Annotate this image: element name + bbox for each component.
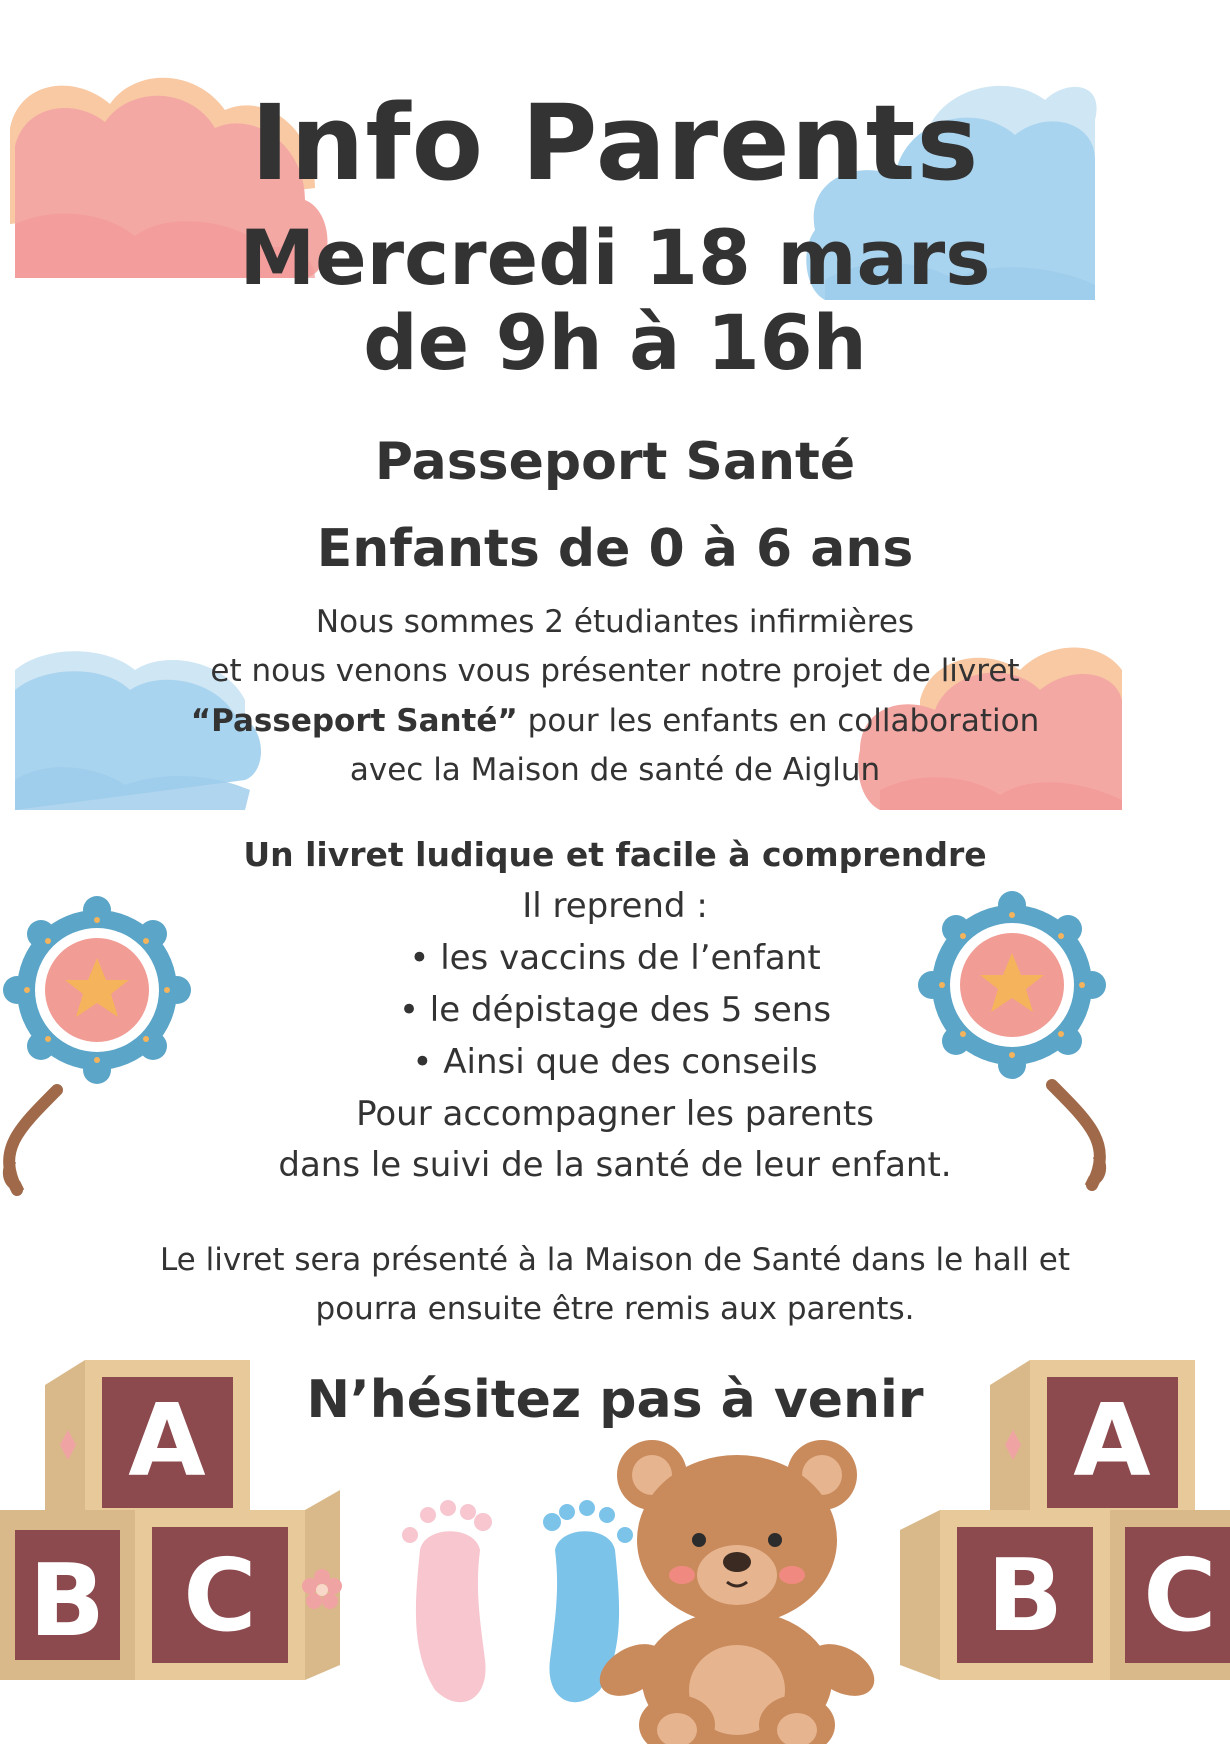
intro-text: pour les enfants en collaboration bbox=[517, 703, 1040, 739]
block-letter: B bbox=[986, 1537, 1064, 1654]
bullet-item: • les vaccins de l’enfant bbox=[409, 938, 821, 978]
details-heading: Un livret ludique et facile à comprendre bbox=[243, 835, 987, 874]
event-time: de 9h à 16h bbox=[363, 298, 867, 387]
intro-line: avec la Maison de santé de Aiglun bbox=[349, 752, 881, 788]
bullet-item: • Ainsi que des conseils bbox=[412, 1042, 818, 1082]
footer-line: Le livret sera présenté à la Maison de Santé dans le hall et bbox=[159, 1242, 1071, 1278]
intro-line: et nous venons vous présenter notre projet de livret bbox=[210, 653, 1020, 689]
details-closing: Pour accompagner les parents bbox=[356, 1094, 874, 1134]
block-letter: C bbox=[1143, 1537, 1217, 1654]
details-closing: dans le suivi de la santé de leur enfant. bbox=[278, 1145, 952, 1185]
intro-emphasis: “Passeport Santé” bbox=[190, 703, 518, 739]
bullet-item: • le dépistage des 5 sens bbox=[398, 990, 832, 1030]
details-intro: Il reprend : bbox=[522, 886, 708, 926]
event-date: Mercredi 18 mars bbox=[239, 213, 991, 302]
page-title: Info Parents bbox=[250, 82, 980, 204]
block-letter: C bbox=[183, 1537, 257, 1654]
block-letter: B bbox=[28, 1542, 106, 1659]
block-letter: A bbox=[1073, 1382, 1151, 1499]
block-letter: A bbox=[128, 1382, 206, 1499]
call-to-action: N’hésitez pas à venir bbox=[306, 1370, 924, 1430]
intro-line: Nous sommes 2 étudiantes infirmières bbox=[315, 604, 915, 640]
intro-line bbox=[0, 703, 1230, 739]
footer-line: pourra ensuite être remis aux parents. bbox=[315, 1291, 915, 1327]
subtitle-age: Enfants de 0 à 6 ans bbox=[316, 519, 914, 579]
subtitle-passeport: Passeport Santé bbox=[374, 432, 856, 492]
